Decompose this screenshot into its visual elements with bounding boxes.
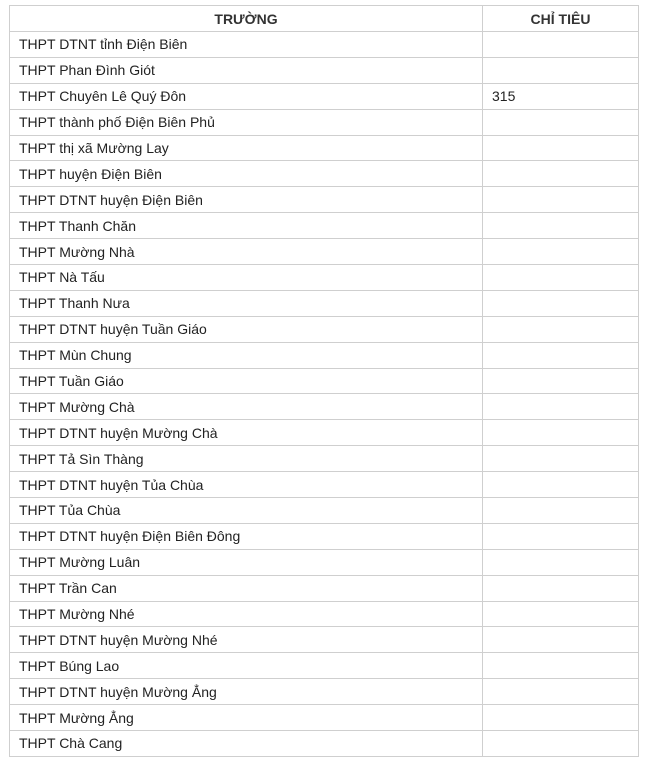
quota-cell [483, 679, 639, 705]
school-name-cell: THPT DTNT huyện Điện Biên [10, 187, 483, 213]
quota-cell [483, 705, 639, 731]
table-header [10, 6, 639, 32]
school-name-cell: THPT DTNT tỉnh Điện Biên [10, 32, 483, 58]
quota-cell [483, 161, 639, 187]
table-row [10, 653, 639, 679]
quota-cell [483, 109, 639, 135]
table-row [10, 83, 639, 109]
school-name-cell: THPT Phan Đình Giót [10, 57, 483, 83]
table-row [10, 498, 639, 524]
table-row [10, 679, 639, 705]
school-name-cell: THPT DTNT huyện Tuần Giáo [10, 316, 483, 342]
school-name-cell: THPT Trần Can [10, 575, 483, 601]
table-row [10, 627, 639, 653]
school-name-cell: THPT Mùn Chung [10, 342, 483, 368]
table-row [10, 316, 639, 342]
school-name-cell: THPT Mường Luân [10, 549, 483, 575]
quota-cell [483, 368, 639, 394]
school-name-cell: THPT Mường Ẳng [10, 705, 483, 731]
table-row [10, 32, 639, 58]
quota-cell [483, 731, 639, 757]
quota-cell [483, 627, 639, 653]
school-name-cell: THPT Tủa Chùa [10, 498, 483, 524]
school-quota-table-container [9, 5, 638, 757]
school-name-cell: THPT Tuần Giáo [10, 368, 483, 394]
school-name-cell: THPT Chà Cang [10, 731, 483, 757]
table-row [10, 601, 639, 627]
quota-cell [483, 394, 639, 420]
quota-cell [483, 265, 639, 291]
school-name-cell: THPT Búng Lao [10, 653, 483, 679]
school-name-cell: THPT thành phố Điện Biên Phủ [10, 109, 483, 135]
table-row [10, 161, 639, 187]
school-name-cell: THPT DTNT huyện Tủa Chùa [10, 472, 483, 498]
school-name-cell: THPT huyện Điện Biên [10, 161, 483, 187]
school-name-cell: THPT DTNT huyện Mường Nhé [10, 627, 483, 653]
table-row [10, 549, 639, 575]
school-name-cell: THPT Nà Tấu [10, 265, 483, 291]
quota-cell [483, 523, 639, 549]
quota-cell [483, 187, 639, 213]
quota-cell: 315 [483, 83, 639, 109]
table-row [10, 523, 639, 549]
quota-cell [483, 239, 639, 265]
table-row [10, 575, 639, 601]
school-name-cell: THPT Mường Nhé [10, 601, 483, 627]
school-name-cell: THPT Chuyên Lê Quý Đôn [10, 83, 483, 109]
table-row [10, 290, 639, 316]
table-body [10, 32, 639, 757]
quota-cell [483, 575, 639, 601]
quota-cell [483, 472, 639, 498]
table-row [10, 135, 639, 161]
quota-cell [483, 549, 639, 575]
table-row [10, 446, 639, 472]
school-quota-table [9, 5, 639, 757]
table-row [10, 239, 639, 265]
school-name-cell: THPT Mường Nhà [10, 239, 483, 265]
table-row [10, 705, 639, 731]
quota-cell [483, 420, 639, 446]
header-row [10, 6, 639, 32]
table-row [10, 394, 639, 420]
quota-cell [483, 57, 639, 83]
table-row [10, 187, 639, 213]
table-row [10, 265, 639, 291]
quota-cell [483, 653, 639, 679]
school-name-cell: THPT DTNT huyện Điện Biên Đông [10, 523, 483, 549]
table-row [10, 472, 639, 498]
quota-cell [483, 32, 639, 58]
table-row [10, 420, 639, 446]
school-name-cell: THPT Thanh Nưa [10, 290, 483, 316]
quota-cell [483, 446, 639, 472]
school-name-cell: THPT Tả Sìn Thàng [10, 446, 483, 472]
school-name-cell: THPT Mường Chà [10, 394, 483, 420]
quota-cell [483, 316, 639, 342]
quota-cell [483, 498, 639, 524]
school-name-cell: THPT DTNT huyện Mường Ẳng [10, 679, 483, 705]
header-quota: CHỈ TIÊU [483, 6, 639, 32]
table-row [10, 109, 639, 135]
table-row [10, 731, 639, 757]
quota-cell [483, 135, 639, 161]
school-name-cell: THPT thị xã Mường Lay [10, 135, 483, 161]
table-row [10, 213, 639, 239]
table-row [10, 342, 639, 368]
table-row [10, 57, 639, 83]
header-school: TRƯỜNG [10, 6, 483, 32]
quota-cell [483, 213, 639, 239]
quota-cell [483, 601, 639, 627]
quota-cell [483, 290, 639, 316]
school-name-cell: THPT DTNT huyện Mường Chà [10, 420, 483, 446]
quota-cell [483, 342, 639, 368]
school-name-cell: THPT Thanh Chăn [10, 213, 483, 239]
table-row [10, 368, 639, 394]
